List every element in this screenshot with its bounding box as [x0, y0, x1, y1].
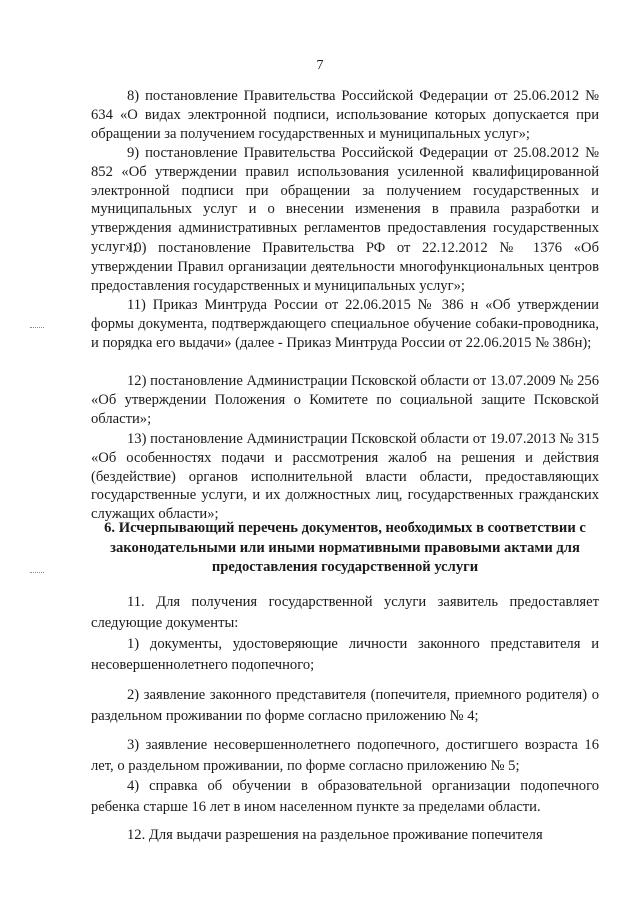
paragraph: 12. Для выдачи разрешения на раздельное проживание попечителя — [127, 827, 543, 843]
paragraph: 11. Для получения государственной услуги заявитель предоставляет следующие документы: — [91, 594, 599, 631]
list-item: 9) постановление Правительства Российской Федерации от 25.08.2012 № 852 «Об утверждении правил использования усиленной квалифицированной электронной подписи при обращении за получением государственных и муниципальных услуг и о внесении изменения в правила разработки и утверждения административных регламентов предоставления государственных услуг»; — [91, 145, 599, 255]
list-item: 12) постановление Администрации Псковской области от 13.07.2009 № 256 «Об утверждении Положения о Комитете по социальной защите Псковской области»; — [91, 373, 599, 427]
list-item: 13) постановление Администрации Псковской области от 19.07.2013 № 315 «Об особенностях подачи и рассмотрения жалоб на решения и действия (бездействие) органов исполнительной власти области, предоставляющих государственные услуги, и их должностных лиц, государственных гражданских служащих области»; — [91, 431, 599, 523]
margin-mark — [30, 327, 44, 328]
paragraph: 1) документы, удостоверяющие личности законного представителя и несовершеннолетнего подопечного; — [91, 636, 599, 673]
margin-mark — [30, 572, 44, 573]
page-number: 7 — [316, 58, 324, 73]
list-item: 10) постановление Правительства РФ от 22.12.2012 № 1376 «Об утверждении Правил организации деятельности многофункциональных центров предоставления государственных и муниципальных услуг»; — [91, 240, 599, 294]
list-item: 11) Приказ Минтруда России от 22.06.2015 № 386 н «Об утверждении формы документа, подтверждающего специальное обучение собаки-проводника, и порядка его выдачи» (далее - Приказ Минтруда России от 22.06.2015 № 386н); — [91, 297, 599, 351]
paragraph: 2) заявление законного представителя (попечителя, приемного родителя) о раздельном проживании по форме согласно приложению № 4; — [91, 687, 599, 724]
list-item: 8) постановление Правительства Российской Федерации от 25.06.2012 № 634 «О видах электронной подписи, использование которых допускается при обращении за получением государственных и муниципальных услуг»; — [91, 88, 599, 142]
section-heading: 6. Исчерпывающий перечень документов, необходимых в соответствии с законодательными или иными нормативными правовыми актами для предоставления государственной услуги — [104, 520, 586, 575]
paragraph: 4) справка об обучении в образовательной организации подопечного ребенка старше 16 лет в ином населенном пункте за пределами области. — [91, 778, 599, 815]
paragraph: 3) заявление несовершеннолетнего подопечного, достигшего возраста 16 лет, о раздельном проживании, по форме согласно приложению № 5; — [91, 737, 599, 774]
